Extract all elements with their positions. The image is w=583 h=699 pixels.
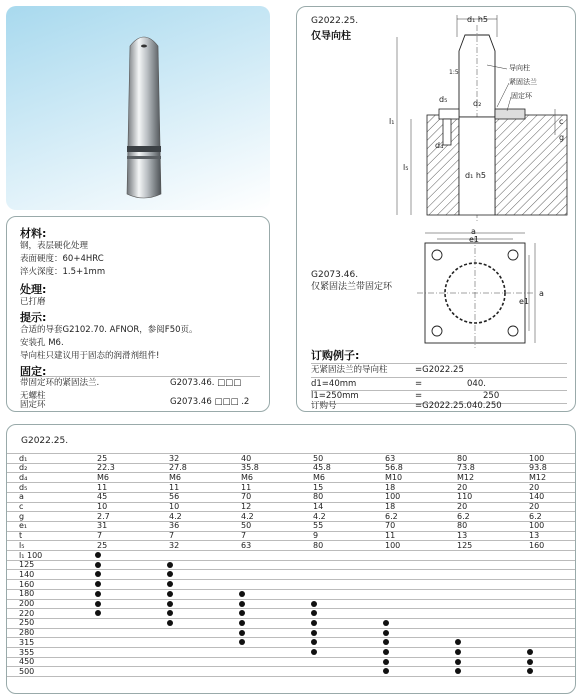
- table-cell: M6: [241, 472, 253, 482]
- table-cell: M6: [169, 472, 181, 482]
- table-cell: 10: [169, 502, 180, 511]
- order-value: =: [415, 379, 423, 389]
- table-cell: 4.2: [313, 511, 326, 521]
- availability-dot: [383, 630, 389, 636]
- table-row-divider: [7, 463, 575, 464]
- table-cell: 160: [529, 540, 545, 550]
- fixing-code: G2073.46 □□□ .2: [170, 397, 250, 407]
- availability-dot: [95, 552, 101, 558]
- table-cell: 15: [313, 482, 324, 492]
- dim-c: c: [559, 117, 564, 126]
- table-row-label: 280: [19, 628, 35, 638]
- fixing-label: 无螺柱: [20, 391, 46, 401]
- table-row-label: l₅: [19, 540, 25, 550]
- table-cell: 56: [169, 492, 180, 502]
- availability-dot: [527, 668, 533, 674]
- table-row-divider: [7, 502, 575, 503]
- order-example-title: 订购例子:: [311, 349, 360, 362]
- table-cell: 45.8: [313, 463, 331, 473]
- availability-dot: [167, 562, 173, 568]
- table-cell: 10: [97, 502, 108, 511]
- table-cell: 22.3: [97, 463, 115, 473]
- table-cell: 25: [97, 453, 108, 463]
- table-cell: M6: [97, 472, 109, 482]
- availability-dot: [239, 639, 245, 645]
- availability-dot: [311, 620, 317, 626]
- table-cell: 80: [313, 492, 324, 502]
- availability-dot: [95, 610, 101, 616]
- availability-dot: [455, 659, 461, 665]
- table-cell: 70: [241, 492, 252, 502]
- product-photo-panel: [6, 6, 270, 210]
- table-row-divider: [7, 589, 575, 590]
- guide-pillar-photo: [6, 6, 270, 210]
- availability-dot: [95, 562, 101, 568]
- table-cell: 6.2: [529, 511, 542, 521]
- hints-title: 提示:: [20, 311, 47, 324]
- dim-d4: d₄: [435, 141, 444, 150]
- table-cell: 80: [457, 521, 468, 531]
- table-cell: 27.8: [169, 463, 187, 473]
- fixing-label: 固定环: [20, 400, 46, 410]
- table-cell: 110: [457, 492, 473, 502]
- availability-dot: [95, 591, 101, 597]
- fixing-label: 带固定环的紧固法兰.: [20, 378, 100, 388]
- table-row-divider: [7, 492, 575, 493]
- drawing-name-2: 仅紧固法兰带固定环: [311, 282, 393, 292]
- table-cell: 20: [529, 502, 540, 511]
- fixing-code: G2073.46. □□□: [170, 378, 242, 388]
- dim-slope: 1:5: [449, 69, 459, 76]
- availability-dot: [311, 610, 317, 616]
- drawing-name: 仅导向柱: [311, 31, 351, 42]
- table-row-label: d₄: [19, 472, 28, 482]
- table-cell: 7: [241, 531, 247, 541]
- table-cell: 55: [313, 521, 324, 531]
- table-cell: 13: [457, 531, 468, 541]
- table-cell: M10: [385, 472, 403, 482]
- table-row-divider: [7, 482, 575, 483]
- table-row-divider: [7, 521, 575, 522]
- availability-dot: [455, 668, 461, 674]
- table-cell: M6: [313, 472, 325, 482]
- table-row-divider: [7, 618, 575, 619]
- table-cell: 80: [313, 540, 324, 550]
- materials-line: 表面硬度：60+4HRC: [20, 254, 104, 264]
- dim-d5: d₅: [439, 95, 448, 104]
- table-cell: 32: [169, 540, 180, 550]
- table-cell: 12: [241, 502, 252, 511]
- table-cell: 45: [97, 492, 108, 502]
- table-cell: 11: [385, 531, 396, 541]
- callout-fixing-ring: 固定环: [511, 92, 532, 100]
- table-cell: 140: [529, 492, 545, 502]
- table-row-divider: [7, 676, 575, 677]
- table-cell: 11: [97, 482, 108, 492]
- availability-dot: [95, 601, 101, 607]
- table-cell: 80: [457, 453, 468, 463]
- table-row-divider: [7, 666, 575, 667]
- table-row-divider: [7, 453, 575, 454]
- dim-a-side: a: [539, 289, 544, 298]
- order-label: d1=40mm: [311, 379, 357, 389]
- table-cell: 9: [313, 531, 319, 541]
- table-cell: 6.2: [457, 511, 470, 521]
- dimension-table: [7, 453, 575, 693]
- availability-dot: [527, 649, 533, 655]
- availability-dot: [311, 601, 317, 607]
- table-row-divider: [7, 560, 575, 561]
- table-row-divider: [7, 550, 575, 551]
- table-cell: 4.2: [169, 511, 182, 521]
- table-row-label: 450: [19, 657, 35, 667]
- table-cell: 100: [529, 453, 545, 463]
- table-cell: 7: [169, 531, 175, 541]
- processing-line: 已打磨: [20, 297, 46, 307]
- guide-pillar-section-drawing: [297, 7, 577, 227]
- dim-l5: l₅: [403, 163, 409, 172]
- table-row-label: 220: [19, 608, 35, 618]
- table-cell: 25: [97, 540, 108, 550]
- table-cell: 125: [457, 540, 473, 550]
- availability-dot: [527, 659, 533, 665]
- hints-line: 安装孔 M6.: [20, 338, 64, 348]
- table-cell: 50: [241, 521, 252, 531]
- table-row-divider: [7, 637, 575, 638]
- table-row-label: g: [19, 511, 25, 521]
- table-row-divider: [7, 472, 575, 473]
- availability-dot: [311, 630, 317, 636]
- hints-line: 导向柱只建议用于固态的润滑剂组件!: [20, 351, 160, 361]
- table-cell: 18: [385, 502, 396, 511]
- availability-dot: [167, 571, 173, 577]
- table-row-label: a: [19, 492, 24, 502]
- fixing-title: 固定:: [20, 365, 47, 378]
- table-row-label: 315: [19, 637, 35, 647]
- order-label: 订购号: [311, 401, 337, 411]
- table-row-label: t: [19, 531, 23, 541]
- table-row-divider: [7, 531, 575, 532]
- technical-drawing-panel: [296, 6, 576, 412]
- materials-panel: [6, 216, 270, 412]
- table-cell: 6.2: [385, 511, 398, 521]
- table-cell: 31: [97, 521, 108, 531]
- availability-dot: [239, 601, 245, 607]
- availability-dot: [383, 659, 389, 665]
- availability-dot: [167, 591, 173, 597]
- table-row-label: c: [19, 502, 24, 511]
- table-cell: 20: [457, 502, 468, 511]
- table-row-divider: [7, 540, 575, 541]
- table-row-divider: [7, 628, 575, 629]
- materials-line: 淬火深度：1.5+1mm: [20, 267, 106, 277]
- table-cell: 73.8: [457, 463, 475, 473]
- dim-a-top: a: [471, 227, 476, 236]
- table-row-label: 160: [19, 579, 35, 589]
- table-cell: 11: [241, 482, 252, 492]
- availability-dot: [239, 591, 245, 597]
- table-cell: 18: [385, 482, 396, 492]
- table-cell: 40: [241, 453, 252, 463]
- table-row-label: 125: [19, 560, 35, 570]
- order-value: =G2022.25.040.250: [415, 401, 502, 411]
- table-cell: 36: [169, 521, 180, 531]
- availability-dot: [311, 639, 317, 645]
- drawing-code-2: G2073.46.: [311, 270, 359, 280]
- order-value: =G2022.25: [415, 365, 464, 375]
- materials-line: 钢，表层硬化处理: [20, 241, 89, 251]
- table-row-label: 200: [19, 599, 35, 608]
- table-row-label: 180: [19, 589, 35, 599]
- table-row-divider: [7, 647, 575, 648]
- dim-d1h5-top: d₁ h5: [467, 15, 488, 24]
- callout-guide-pillar: 导向柱: [509, 64, 530, 72]
- availability-dot: [383, 620, 389, 626]
- table-cell: 13: [529, 531, 540, 541]
- availability-dot: [167, 620, 173, 626]
- table-row-label: e₁: [19, 521, 28, 531]
- table-cell: 63: [241, 540, 252, 550]
- availability-dot: [239, 620, 245, 626]
- materials-title: 材料:: [20, 227, 47, 240]
- table-row-label: 250: [19, 618, 35, 628]
- table-cell: M12: [457, 472, 475, 482]
- order-label: l1=250mm: [311, 391, 359, 401]
- availability-dot: [239, 630, 245, 636]
- table-row-label: d₅: [19, 482, 28, 492]
- table-cell: 7: [97, 531, 103, 541]
- table-row-divider: [7, 511, 575, 512]
- dim-d2: d₂: [473, 99, 482, 108]
- table-title: G2022.25.: [21, 436, 69, 446]
- availability-dot: [95, 571, 101, 577]
- table-row-label: d₁: [19, 453, 28, 463]
- table-cell: 4.2: [241, 511, 254, 521]
- order-value-2: 250: [483, 391, 500, 401]
- table-cell: 50: [313, 453, 324, 463]
- availability-dot: [311, 649, 317, 655]
- availability-dot: [383, 649, 389, 655]
- availability-dot: [455, 639, 461, 645]
- availability-dot: [167, 610, 173, 616]
- table-row-label: d₂: [19, 463, 28, 473]
- table-cell: 100: [385, 492, 401, 502]
- table-row-divider: [7, 569, 575, 570]
- table-row-label: 500: [19, 666, 35, 676]
- drawing-code: G2022.25.: [311, 16, 359, 26]
- table-cell: 93.8: [529, 463, 547, 473]
- dimension-table-panel: [6, 424, 576, 694]
- table-cell: 56.8: [385, 463, 403, 473]
- table-row-divider: [7, 579, 575, 580]
- table-cell: 63: [385, 453, 396, 463]
- table-row-label: 355: [19, 647, 35, 657]
- table-cell: 11: [169, 482, 180, 492]
- availability-dot: [239, 610, 245, 616]
- table-row-divider: [7, 657, 575, 658]
- hints-line: 合适的导套G2102.70. AFNOR，参阅F50页。: [20, 325, 198, 335]
- dim-e1-side: e1: [519, 297, 530, 306]
- table-row-divider: [7, 599, 575, 600]
- table-cell: 2.7: [97, 511, 110, 521]
- order-value-2: 040.: [467, 379, 486, 389]
- availability-dot: [383, 639, 389, 645]
- order-label: 无紧固法兰的导向柱: [311, 365, 388, 375]
- availability-dot: [95, 581, 101, 587]
- table-cell: 100: [529, 521, 545, 531]
- table-cell: 35.8: [241, 463, 259, 473]
- availability-dot: [383, 668, 389, 674]
- dim-l1: l₁: [389, 117, 395, 126]
- availability-dot: [167, 581, 173, 587]
- table-cell: 20: [529, 482, 540, 492]
- processing-title: 处理:: [20, 283, 47, 296]
- table-cell: 70: [385, 521, 396, 531]
- dim-d1h5-bottom: d₁ h5: [465, 171, 486, 180]
- callout-flange: 紧固法兰: [509, 78, 537, 86]
- table-row-label: 140: [19, 569, 35, 579]
- table-cell: 14: [313, 502, 324, 511]
- dim-e1-top: e1: [469, 235, 480, 244]
- table-row-label: l₁ 100: [19, 550, 43, 560]
- availability-dot: [167, 601, 173, 607]
- table-cell: 32: [169, 453, 180, 463]
- table-cell: 20: [457, 482, 468, 492]
- order-value: =: [415, 391, 423, 401]
- availability-dot: [455, 649, 461, 655]
- table-row-divider: [7, 608, 575, 609]
- table-cell: M12: [529, 472, 547, 482]
- dim-g: g: [559, 133, 565, 142]
- table-cell: 100: [385, 540, 401, 550]
